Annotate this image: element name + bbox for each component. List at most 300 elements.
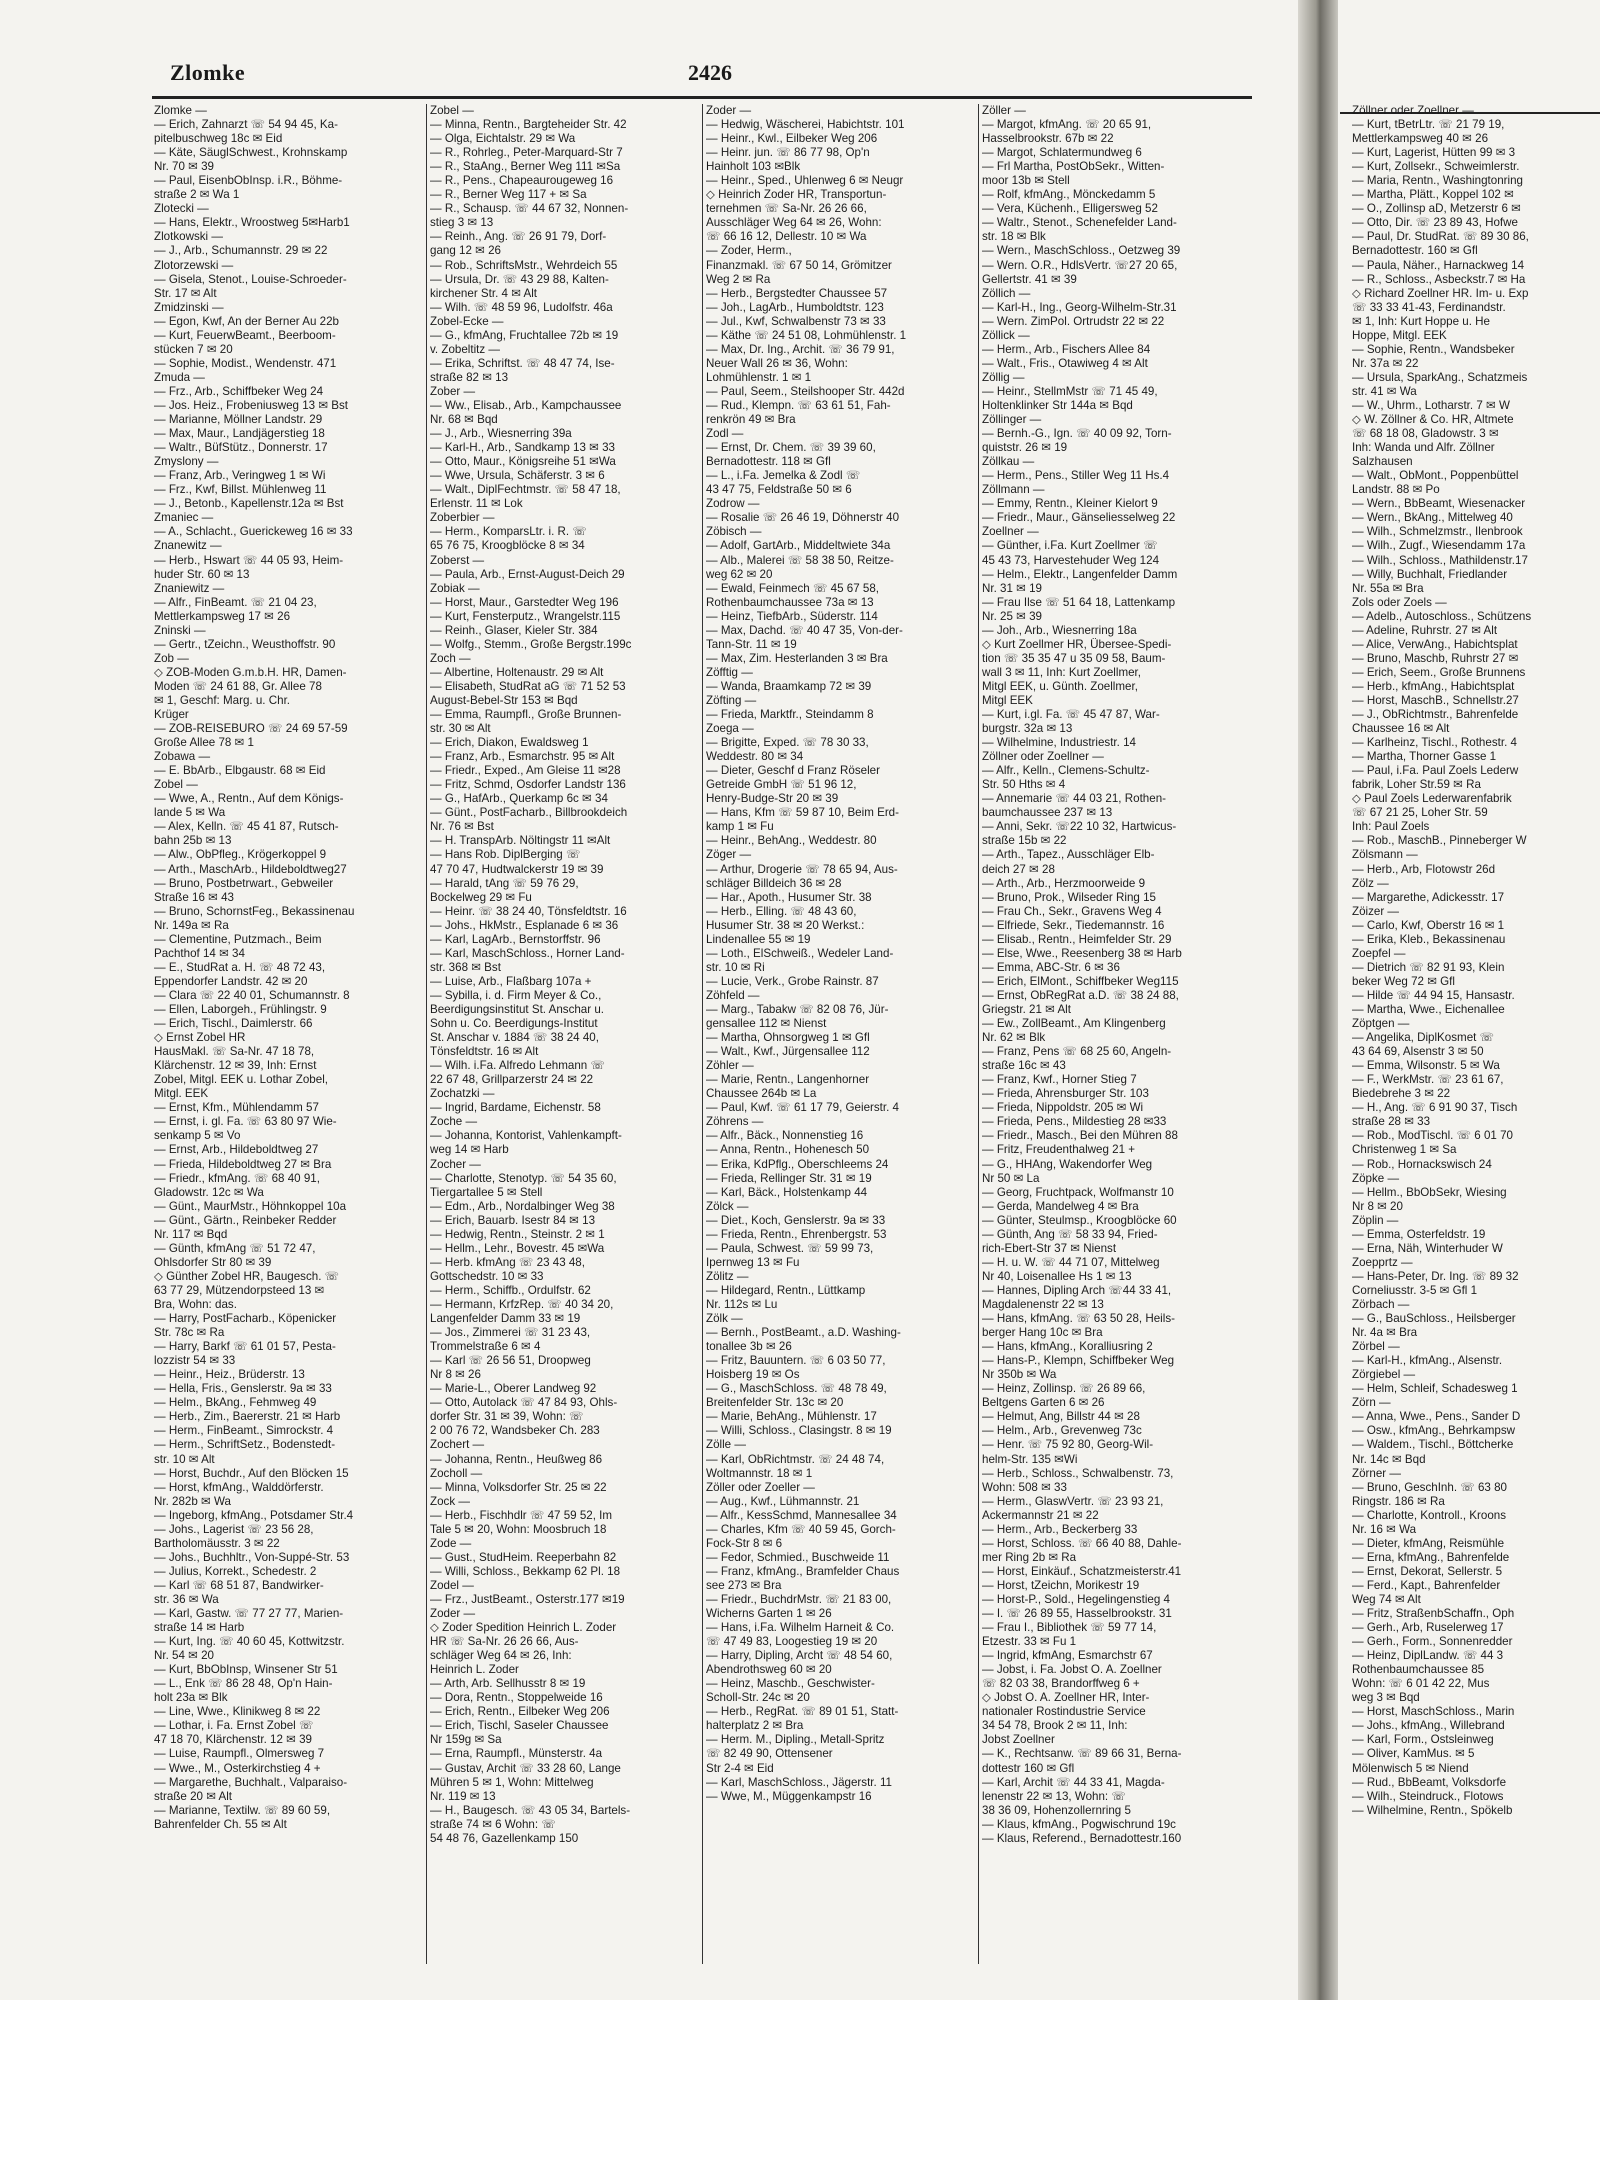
directory-line: str. 10 ✉ Ri [706, 960, 765, 974]
directory-line: — Paul, Seem., Steilshooper Str. 442d [706, 384, 905, 398]
directory-line: Zöllinger — [982, 413, 1042, 427]
directory-line: Zörgiebel — [1352, 1368, 1416, 1382]
directory-line: ☏ 33 33 41-43, Ferdinandstr. [1352, 300, 1506, 314]
directory-line: Abendrothsweg 60 ✉ 20 [706, 1663, 832, 1677]
directory-line: lenenstr 22 ✉ 13, Wohn: ☏ [982, 1789, 1126, 1803]
directory-line: — Karlheinz, Tischl., Rothestr. 4 [1352, 736, 1517, 750]
directory-line: — Adelb., Autoschloss., Schützens [1352, 609, 1532, 623]
directory-line: — Luise, Arb., Flaßbarg 107a + [430, 974, 592, 988]
directory-line: — Anna, Rentn., Hohenesch 50 [706, 1143, 870, 1157]
directory-line: — Erich, Bauarb. Isestr 84 ✉ 13 [430, 1213, 596, 1227]
directory-line: — Frieda, Rentn., Ehrenbergstr. 53 [706, 1227, 887, 1241]
directory-line: Weg 74 ✉ Alt [1352, 1592, 1421, 1606]
directory-line: — Helm, Schleif, Schadesweg 1 [1352, 1382, 1518, 1396]
directory-line: — Herm. M., Dipling., Metall-Spritz [706, 1733, 885, 1747]
directory-line: Nr 50 ✉ La [982, 1171, 1040, 1185]
directory-line: ◇ W. Zöllner & Co. HR, Altmete [1352, 413, 1514, 427]
directory-line: — Wwe, M., Müggenkampstr 16 [706, 1789, 872, 1803]
directory-line: — Karl ☏ 68 51 87, Bandwirker- [154, 1578, 324, 1592]
directory-line: Nr. 112s ✉ Lu [706, 1297, 778, 1311]
directory-line: Holtenklinker Str 144a ✉ Bqd [982, 398, 1133, 412]
directory-line: Nr 8 ✉ 26 [430, 1368, 481, 1382]
directory-line: — Alfr., KessSchmd, Mannesallee 34 [706, 1508, 897, 1522]
directory-line: — Carlo, Kwf, Oberstr 16 ✉ 1 [1352, 918, 1505, 932]
directory-line: 47 70 47, Hudtwalckerstr 19 ✉ 39 [430, 862, 604, 876]
directory-line: — Wwe, A., Rentn., Auf dem Königs- [154, 792, 344, 806]
directory-line: — Hilde ☏ 44 94 15, Hansastr. [1352, 988, 1515, 1002]
directory-line: Str. 17 ✉ Alt [154, 286, 217, 300]
directory-line: — Erika, KdPflg., Oberschleems 24 [706, 1157, 889, 1171]
directory-line: — R., Schausp. ☏ 44 67 32, Nonnen- [430, 202, 629, 216]
directory-line: ☏ 68 18 08, Gladowstr. 3 ✉ [1352, 427, 1499, 441]
directory-line: — Willi, Schloss., Clasingstr. 8 ✉ 19 [706, 1424, 892, 1438]
directory-line: Zölsmann — [1352, 848, 1418, 862]
directory-line: Weg 2 ✉ Ra [706, 272, 771, 286]
directory-line: — Kurt, Ing. ☏ 40 60 45, Kottwitzstr. [154, 1635, 345, 1649]
directory-line: str. 30 ✉ Alt [430, 722, 491, 736]
directory-line: — Karl, Gastw. ☏ 77 27 77, Marien- [154, 1607, 344, 1621]
directory-line: — Johs., kfmAng., Willebrand [1352, 1719, 1505, 1733]
directory-line: — Frieda, Ahrensburger Str. 103 [982, 1087, 1149, 1101]
directory-line: — Kurt, Fensterputz., Wrangelstr.115 [430, 609, 621, 623]
directory-line: beker Weg 72 ✉ Gfl [1352, 974, 1455, 988]
directory-line: 43 64 69, Alsenstr 3 ✉ 50 [1352, 1045, 1484, 1059]
directory-line: — Erich, Zahnarzt ☏ 54 94 45, Ka- [154, 118, 338, 132]
directory-line: — Frau Ilse ☏ 51 64 18, Lattenkamp [982, 595, 1176, 609]
directory-line: ◇ Richard Zoellner HR. Im- u. Exp [1352, 286, 1529, 300]
directory-line: — Wwe., M., Osterkirchstieg 4 + [154, 1761, 321, 1775]
directory-line: — Marie-L., Oberer Landweg 92 [430, 1382, 597, 1396]
directory-line: — Clementine, Putzmach., Beim [154, 932, 322, 946]
directory-line: — Emma, Raumpfl., Große Brunnen- [430, 708, 622, 722]
directory-line: — Jos. Heiz., Frobeniusweg 13 ✉ Bst [154, 398, 349, 412]
directory-line: Zölle — [706, 1438, 746, 1452]
directory-line: — Hermann, KrfzRep. ☏ 40 34 20, [430, 1297, 614, 1311]
directory-line: Zöllner oder Zoellner — [982, 750, 1104, 764]
directory-line: Tönsfeldtstr. 16 ✉ Alt [430, 1045, 539, 1059]
directory-line: schläger Weg 64 ✉ 26, Inh: [430, 1649, 572, 1663]
directory-line: straße 74 ✉ 6 Wohn: ☏ [430, 1817, 556, 1831]
directory-line: — Herm., SchriftSetz., Bodenstedt- [154, 1438, 336, 1452]
directory-line: — G., HafArb., Querkamp 6c ✉ 34 [430, 792, 608, 806]
directory-line: — Otto, Autolack ☏ 47 84 93, Ohls- [430, 1396, 618, 1410]
directory-line: Nr. 70 ✉ 39 [154, 160, 214, 174]
directory-line: Tiergartallee 5 ✉ Stell [430, 1185, 543, 1199]
directory-line: — Adolf, GartArb., Middeltwiete 34a [706, 539, 891, 553]
directory-line: — Charlotte, Stenotyp. ☏ 54 35 60, [430, 1171, 617, 1185]
directory-line: — Käthe ☏ 24 51 08, Lohmühlenstr. 1 [706, 328, 907, 342]
directory-line: — R., Berner Weg 117 + ✉ Sa [430, 188, 587, 202]
directory-line: — Ursula, SparkAng., Schatzmeis [1352, 370, 1528, 384]
directory-line: — Elisab., Rentn., Heimfelder Str. 29 [982, 932, 1172, 946]
directory-line: — Günth, kfmAng ☏ 51 72 47, [154, 1241, 316, 1255]
directory-line: — H. u. W. ☏ 44 71 07, Mittelweg [982, 1255, 1160, 1269]
directory-line: — Max, Maur., Landjägerstieg 18 [154, 427, 325, 441]
directory-line: — Friedr., kfmAng. ☏ 68 40 91, [154, 1171, 320, 1185]
directory-line: — R., StaAng., Berner Weg 111 ✉Sa [430, 160, 621, 174]
directory-line: ◇ Kurt Zoellmer HR, Übersee-Spedi- [982, 637, 1172, 651]
directory-line: — Paul, i.Fa. Paul Zoels Lederw [1352, 764, 1519, 778]
directory-line: — Alice, VerwAng., Habichtsplat [1352, 637, 1518, 651]
directory-line: weg 62 ✉ 20 [706, 567, 773, 581]
directory-column-4 [982, 104, 1252, 1846]
directory-line: ◇ Paul Zoels Lederwarenfabrik [1352, 792, 1512, 806]
directory-line: Hasselbrookstr. 67b ✉ 22 [982, 132, 1114, 146]
directory-line: — Fritz, StraßenbSchaffn., Oph [1352, 1607, 1515, 1621]
directory-line: — Kurt, FeuerwBeamt., Beerboom- [154, 328, 336, 342]
directory-line: ✉ 1, Geschf: Marg. u. Chr. [154, 693, 291, 707]
directory-line: ☏ 82 49 90, Ottensener [706, 1747, 833, 1761]
directory-line: Nr. 16 ✉ Wa [1352, 1522, 1417, 1536]
directory-line: — Hans, Kfm ☏ 59 87 10, Beim Erd- [706, 806, 899, 820]
directory-line: — K., Rechtsanw. ☏ 89 66 31, Berna- [982, 1747, 1182, 1761]
directory-line: — Emmy, Rentn., Kleiner Kielort 9 [982, 497, 1158, 511]
directory-line: — Herb., RegRat. ☏ 89 01 51, Statt- [706, 1705, 899, 1719]
directory-line: Beltgens Garten 6 ✉ 26 [982, 1396, 1105, 1410]
directory-line: — Frau Ch., Sekr., Gravens Weg 4 [982, 904, 1162, 918]
directory-line: St. Anschar v. 1884 ☏ 38 24 40, [430, 1031, 599, 1045]
directory-line: Zoder — [430, 1607, 476, 1621]
directory-line: Nr. 4a ✉ Bra [1352, 1326, 1418, 1340]
directory-line: — Horst-P., Sold., Hegelingenstieg 4 [982, 1592, 1170, 1606]
directory-line: 54 48 76, Gazellenkamp 150 [430, 1831, 579, 1845]
page-margin [0, 2000, 1600, 2177]
directory-line: — F., WerkMstr. ☏ 23 61 67, [1352, 1073, 1504, 1087]
directory-line: — Karl, Form., Ostsleinweg [1352, 1733, 1494, 1747]
directory-line: — Reinh., Ang. ☏ 26 91 79, Dorf- [430, 230, 607, 244]
directory-line: Zöbisch — [706, 525, 762, 539]
directory-line: — Maria, Rentn., Washingtonring [1352, 174, 1523, 188]
directory-line: — Bernh.-G., Ign. ☏ 40 09 92, Torn- [982, 427, 1172, 441]
directory-line: — Willi, Schloss., Bekkamp 62 Pl. 18 [430, 1564, 621, 1578]
directory-line: — Marianne, Möllner Landstr. 29 [154, 413, 323, 427]
directory-line: — Paul, Kwf. ☏ 61 17 79, Geierstr. 4 [706, 1101, 900, 1115]
directory-line: — J., Arb., Schumannstr. 29 ✉ 22 [154, 244, 328, 258]
directory-line: — Johanna, Kontorist, Vahlenkampft- [430, 1129, 622, 1143]
directory-line: — Heinr., Heiz., Brüderstr. 13 [154, 1368, 305, 1382]
directory-line: — Bruno, SchornstFeg., Bekassinenau [154, 904, 355, 918]
directory-line: — Frz., Kwf, Billst. Mühlenweg 11 [154, 483, 327, 497]
directory-line: fabrik, Loher Str.59 ✉ Ra [1352, 778, 1481, 792]
directory-line: — L., i.Fa. Jemelka & Zodl ☏ [706, 469, 861, 483]
directory-line: — Walt., DiplFechtmstr. ☏ 58 47 18, [430, 483, 621, 497]
directory-line: Str 2-4 ✉ Eid [706, 1761, 774, 1775]
directory-line: — Line, Wwe., Klinikweg 8 ✉ 22 [154, 1705, 321, 1719]
directory-line: kirchener Str. 4 ✉ Alt [430, 286, 538, 300]
directory-line: Zörner — [1352, 1466, 1401, 1480]
directory-line: — Horst, Schloss. ☏ 66 40 88, Dahle- [982, 1536, 1182, 1550]
directory-line: — Emma, ABC-Str. 6 ✉ 36 [982, 960, 1120, 974]
directory-line: — Joh., Arb., Wiesnerring 18a [982, 623, 1137, 637]
directory-line: — Margarethe, Buchhalt., Valparaiso- [154, 1775, 348, 1789]
directory-line: — Alb., Malerei ☏ 58 38 50, Reitze- [706, 553, 894, 567]
directory-line: — Gust., StudHeim. Reeperbahn 82 [430, 1550, 617, 1564]
directory-line: — Frau I., Bibliothek ☏ 59 77 14, [982, 1621, 1157, 1635]
directory-line: — Wilh. i.Fa. Alfredo Lehmann ☏ [430, 1059, 605, 1073]
directory-line: Rothenbaumchaussee 73a ✉ 13 [706, 595, 874, 609]
directory-line: — Hildegard, Rentn., Lüttkamp [706, 1283, 866, 1297]
directory-line: — Diet., Koch, Genslerstr. 9a ✉ 33 [706, 1213, 886, 1227]
directory-line: Zoder — [706, 104, 752, 117]
directory-line: str. 36 ✉ Wa [154, 1592, 219, 1606]
directory-line: — Gerh., Form., Sonnenredder [1352, 1635, 1513, 1649]
directory-line: Mettlerkampsweg 17 ✉ 26 [154, 609, 291, 623]
directory-line: Ackermannstr 21 ✉ 22 [982, 1508, 1099, 1522]
directory-line: Tann-Str. 11 ✉ 19 [706, 637, 797, 651]
directory-line: — Bruno, Postbetrwart., Gebweiler [154, 876, 334, 890]
directory-line: — Olga, Eichtalstr. 29 ✉ Wa [430, 132, 576, 146]
directory-line: Zoepfel — [1352, 946, 1406, 960]
directory-line: — Kurt, Lagerist, Hütten 99 ✉ 3 [1352, 146, 1516, 160]
directory-line: Inh: Paul Zoels [1352, 820, 1430, 834]
directory-line: ☏ 67 21 25, Loher Str. 59 [1352, 806, 1488, 820]
directory-line: — Erich, ElMont., Schiffbeker Weg115 [982, 974, 1179, 988]
directory-line: str. 10 ✉ Alt [154, 1452, 215, 1466]
directory-line: — Wolfg., Stemm., Große Bergstr.199c [430, 637, 632, 651]
directory-line: — Erika, Schriftst. ☏ 48 47 74, Ise- [430, 356, 615, 370]
directory-line: — Arth., MaschArb., Hildeboldtweg27 [154, 862, 347, 876]
directory-line: — A., Schlacht., Guerickeweg 16 ✉ 33 [154, 525, 353, 539]
directory-line: — Paula, Näher., Harnackweg 14 [1352, 258, 1525, 272]
directory-line: — Hans-P., Klempn, Schiffbeker Weg [982, 1354, 1175, 1368]
directory-line: — G., MaschSchloss. ☏ 48 78 49, [706, 1382, 887, 1396]
directory-line: — Rosalie ☏ 26 46 19, Döhnerstr 40 [706, 511, 900, 525]
directory-line: — Fritz, Schmd, Osdorfer Landstr 136 [430, 778, 626, 792]
directory-line: 47 18 70, Klärchenstr. 12 ✉ 39 [154, 1733, 312, 1747]
directory-line: stieg 3 ✉ 13 [430, 216, 494, 230]
directory-line: August-Bebel-Str 153 ✉ Bqd [430, 693, 578, 707]
directory-line: ternehmen ☏ Sa-Nr. 26 26 66, [706, 202, 867, 216]
directory-line: — Waltr., Stenot., Schenefelder Land- [982, 216, 1177, 230]
directory-line: — Else, Wwe., Reesenberg 38 ✉ Harb [982, 946, 1182, 960]
directory-line: — Heinr., BehAng., Weddestr. 80 [706, 834, 877, 848]
directory-line: Sohn u. Co. Beerdigungs-Institut [430, 1017, 598, 1031]
directory-line: — Frl Martha, PostObSekr., Witten- [982, 160, 1165, 174]
directory-line: — Herb., Fischhdlr ☏ 47 59 52, Im [430, 1508, 613, 1522]
directory-line: Erlenstr. 11 ✉ Lok [430, 497, 523, 511]
directory-line: — Günth, Ang ☏ 58 33 94, Fried- [982, 1227, 1158, 1241]
directory-line: moor 13b ✉ Stell [982, 174, 1070, 188]
directory-line: — Ernst, i. gl. Fa. ☏ 63 80 97 Wie- [154, 1115, 337, 1129]
directory-line: — Julius, Korrekt., Schedestr. 2 [154, 1564, 317, 1578]
directory-line: — Dieter, kfmAng, Reismühle [1352, 1536, 1505, 1550]
directory-line: Znanewitz — [154, 539, 222, 553]
directory-line: — Hans-Peter, Dr. Ing. ☏ 89 32 [1352, 1269, 1519, 1283]
directory-line: — Franz, Arb., Esmarchstr. 95 ✉ Alt [430, 750, 615, 764]
directory-line: Zöllkau — [982, 455, 1035, 469]
directory-line: — Kurt, i.gl. Fa. ☏ 45 47 87, War- [982, 708, 1160, 722]
directory-line: — Arthur, Drogerie ☏ 78 65 94, Aus- [706, 862, 898, 876]
directory-line: — Dietrich ☏ 82 91 93, Klein [1352, 960, 1505, 974]
directory-line: Zlomke — [154, 104, 207, 117]
directory-line: Tale 5 ✉ 20, Wohn: Moosbruch 18 [430, 1522, 607, 1536]
directory-line: — Hans, kfmAng., Koralliusring 2 [982, 1340, 1153, 1354]
directory-line: nationaler Rostindustrie Service [982, 1705, 1146, 1719]
directory-line: Krüger [154, 708, 189, 722]
directory-line: — Ernst, Dr. Chem. ☏ 39 39 60, [706, 441, 876, 455]
directory-line: Zoche — [430, 1115, 478, 1129]
directory-line: — Walt., Fris., Otawiweg 4 ✉ Alt [982, 356, 1148, 370]
directory-line: Bartholomäusstr. 3 ✉ 22 [154, 1536, 280, 1550]
directory-line: — Marie, Rentn., Langenhorner [706, 1073, 870, 1087]
directory-line: — Frieda, Pens., Mildestieg 28 ✉33 [982, 1115, 1167, 1129]
directory-line: Husumer Str. 38 ✉ 20 Werkst.: [706, 918, 865, 932]
directory-line: — Herb., Zim., Baererstr. 21 ✉ Harb [154, 1410, 341, 1424]
directory-line: Bockelweg 29 ✉ Fu [430, 890, 532, 904]
directory-line: — Wilhelmine, Industriestr. 14 [982, 736, 1136, 750]
directory-line: — Karl-H., Ing., Georg-Wilhelm-Str.31 [982, 300, 1177, 314]
directory-line: Mitgl EEK, u. Günth. Zoellmer, [982, 679, 1138, 693]
directory-line: — Walt., ObMont., Poppenbüttel [1352, 469, 1519, 483]
directory-line: — Ingrid, Bardame, Eichenstr. 58 [430, 1101, 601, 1115]
directory-line: — Reinh., Glaser, Kieler Str. 384 [430, 623, 598, 637]
directory-line: Zöhler — [706, 1059, 754, 1073]
directory-line: — Horst, Maur., Garstedter Weg 196 [430, 595, 619, 609]
directory-line: mer Ring 2b ✉ Ra [982, 1550, 1077, 1564]
directory-line: — Hella, Fris., Genslerstr. 9a ✉ 33 [154, 1382, 332, 1396]
directory-line: Zöger — [706, 848, 752, 862]
directory-line: — Herm., Arb., Beckerberg 33 [982, 1522, 1138, 1536]
directory-line: — Georg, Fruchtpack, Wolfmanstr 10 [982, 1185, 1174, 1199]
directory-line: — Heinz, TiefbArb., Süderstr. 114 [706, 609, 878, 623]
directory-line: — Brigitte, Exped. ☏ 78 30 33, [706, 736, 869, 750]
directory-line: — Heinr., Kwl., Eilbeker Weg 206 [706, 132, 878, 146]
directory-line: — Karl, LagArb., Bernstorffstr. 96 [430, 932, 601, 946]
directory-line: Wicherns Garten 1 ✉ 26 [706, 1607, 832, 1621]
directory-line: halterplatz 2 ✉ Bra [706, 1719, 804, 1733]
directory-line: ◇ ZOB-Moden G.m.b.H. HR, Damen- [154, 665, 347, 679]
directory-line: — Ingeborg, kfmAng., Potsdamer Str.4 [154, 1508, 354, 1522]
directory-line: Nr. 14c ✉ Bqd [1352, 1452, 1426, 1466]
directory-line: Nr. 119 ✉ 13 [430, 1789, 496, 1803]
directory-line: Nr. 54 ✉ 20 [154, 1649, 214, 1663]
page-number: 2426 [688, 60, 732, 85]
directory-line: Znaniewitz — [154, 581, 225, 595]
directory-line: 22 67 48, Grillparzerstr 24 ✉ 22 [430, 1073, 594, 1087]
directory-line: — Paula, Arb., Ernst-August-Deich 29 [430, 567, 625, 581]
directory-line: — Luise, Raumpfl., Olmersweg 7 [154, 1747, 325, 1761]
directory-line: — Paul, Dr. StudRat. ☏ 89 30 86, [1352, 230, 1529, 244]
directory-line: — Sophie, Modist., Wendenstr. 471 [154, 356, 337, 370]
directory-line: Nr. 62 ✉ Blk [982, 1031, 1046, 1045]
directory-line: — Günther, i.Fa. Kurt Zoellmer ☏ [982, 539, 1158, 553]
directory-line: — Herb., Elling. ☏ 48 43 60, [706, 904, 857, 918]
directory-line: — Erich, Tischl., Daimlerstr. 66 [154, 1017, 313, 1031]
directory-line: berger Hang 10c ✉ Bra [982, 1326, 1103, 1340]
directory-line: — Margot, Schlatermundweg 6 [982, 146, 1142, 160]
directory-line: — Marianne, Textilw. ☏ 89 60 59, [154, 1803, 331, 1817]
directory-line: Etzestr. 33 ✉ Fu 1 [982, 1635, 1077, 1649]
directory-line: — Oliver, KamMus. ✉ 5 [1352, 1747, 1475, 1761]
directory-line: — Herm., Arb., Fischers Allee 84 [982, 342, 1151, 356]
directory-line: — Hellm., Lehr., Bovestr. 45 ✉Wa [430, 1241, 605, 1255]
directory-line: ◇ Heinrich Zoder HR, Transportun- [706, 188, 887, 202]
directory-line: — R., Pens., Chapeaurougeweg 16 [430, 174, 614, 188]
directory-line: Zoellner — [982, 525, 1039, 539]
directory-line: — Jul., Kwf, Schwalbenstr 73 ✉ 33 [706, 314, 886, 328]
directory-line: — Rolf, kfmAng., Mönckedamm 5 [982, 188, 1156, 202]
directory-line: Zmidzinski — [154, 300, 224, 314]
directory-line: — Franz, Pens ☏ 68 25 60, Angeln- [982, 1045, 1172, 1059]
directory-line: — Wilh., Schmelzmstr., Ilenbrook [1352, 525, 1523, 539]
directory-line: straße 20 ✉ Alt [154, 1789, 233, 1803]
directory-line: Scholl-Str. 24c ✉ 20 [706, 1691, 810, 1705]
directory-line: str. 18 ✉ Blk [982, 230, 1046, 244]
directory-line: — Minna, Rentn., Bargteheider Str. 42 [430, 118, 627, 132]
directory-line: — Ew., ZollBeamt., Am Klingenberg [982, 1017, 1166, 1031]
directory-line: — L., Enk ☏ 86 28 48, Op'n Hain- [154, 1677, 333, 1691]
directory-line: — Bruno, GeschInh. ☏ 63 80 [1352, 1480, 1507, 1494]
directory-line: Hainholt 103 ✉Blk [706, 160, 801, 174]
directory-line: Zlotkowski — [154, 230, 223, 244]
directory-line: — Arth., Tapez., Ausschläger Elb- [982, 848, 1155, 862]
directory-line: — Annemarie ☏ 44 03 21, Rothen- [982, 792, 1166, 806]
directory-line: — Franz, Kwf., Horner Stieg 7 [982, 1073, 1137, 1087]
directory-line: Bernadottestr. 160 ✉ Gfl [1352, 244, 1478, 258]
directory-line: — Ernst, Kfm., Mühlendamm 57 [154, 1101, 319, 1115]
directory-line: Nr 350b ✉ Wa [982, 1368, 1057, 1382]
directory-line: Zöller oder Zoeller — [706, 1480, 815, 1494]
directory-line: — Max, Zim. Hesterlanden 3 ✉ Bra [706, 651, 888, 665]
directory-line: Zöizer — [1352, 904, 1400, 918]
directory-column-3 [706, 104, 976, 1804]
directory-line: — Rob., Hornackswisch 24 [1352, 1157, 1492, 1171]
directory-line: Zmaniec — [154, 511, 214, 525]
directory-line: Corneliusstr. 3-5 ✉ Gfl 1 [1352, 1283, 1478, 1297]
directory-line: Zob — [154, 651, 189, 665]
directory-line: — Gerh., Arb, Ruselerweg 17 [1352, 1621, 1504, 1635]
directory-line: Langenfelder Damm 33 ✉ 19 [430, 1312, 581, 1326]
directory-line: — Hans, Elektr., Wroostweg 5✉Harb1 [154, 216, 350, 230]
directory-line: — Willy, Buchhalt, Friedlander [1352, 567, 1508, 581]
directory-line: — Minna, Volksdorfer Str. 25 ✉ 22 [430, 1480, 607, 1494]
directory-line: renkrön 49 ✉ Bra [706, 413, 796, 427]
directory-line: — Helmut, Ang, Billstr 44 ✉ 28 [982, 1410, 1140, 1424]
directory-line: — Erna, kfmAng., Bahrenfelde [1352, 1550, 1510, 1564]
directory-line: straße 15b ✉ 22 [982, 834, 1067, 848]
directory-line: — Lucie, Verk., Grobe Rainstr. 87 [706, 974, 879, 988]
directory-line: HausMakl. ☏ Sa-Nr. 47 18 78, [154, 1045, 315, 1059]
directory-line: Zlotorzewski — [154, 258, 234, 272]
directory-line: Zock — [430, 1494, 470, 1508]
directory-line: Lohmühlenstr. 1 ✉ 1 [706, 370, 812, 384]
directory-line: — Bernh., PostBeamt., a.D. Washing- [706, 1326, 901, 1340]
directory-line: — Frieda, Hildeboldtweg 27 ✉ Bra [154, 1157, 332, 1171]
directory-line: lande 5 ✉ Wa [154, 806, 226, 820]
directory-line: Zöfting — [706, 693, 757, 707]
directory-line: huder Str. 60 ✉ 13 [154, 567, 250, 581]
directory-line: — Jobst, i. Fa. Jobst O. A. Zoellner [982, 1663, 1162, 1677]
directory-line: — Hedwig, Rentn., Steinstr. 2 ✉ 1 [430, 1227, 605, 1241]
directory-line: — Ww., Elisab., Arb., Kampchaussee [430, 398, 622, 412]
directory-line: — Gerda, Mandelweg 4 ✉ Bra [982, 1199, 1139, 1213]
directory-line: ☏ 82 03 38, Brandorffweg 6 + [982, 1677, 1140, 1691]
directory-line: — Max, Dachd. ☏ 40 47 35, Von-der- [706, 623, 903, 637]
directory-line: dottestr 160 ✉ Gfl [982, 1761, 1075, 1775]
directory-line: Zölz — [1352, 876, 1389, 890]
directory-line: Zodl — [706, 427, 744, 441]
directory-line: — Ernst, Arb., Hildeboldtweg 27 [154, 1143, 319, 1157]
directory-line: — Heinr., StellmMstr ☏ 71 45 49, [982, 384, 1158, 398]
directory-line: Bra, Wohn: das. [154, 1297, 237, 1311]
directory-line: — Alw., ObPfleg., Krögerkoppel 9 [154, 848, 327, 862]
directory-line: Zobel-Ecke — [430, 314, 504, 328]
directory-column-1 [154, 104, 424, 1832]
directory-line: Weddestr. 80 ✉ 34 [706, 750, 804, 764]
directory-line: — Ewald, Feinmech ☏ 45 67 58, [706, 581, 880, 595]
directory-line: — R., Rohrleg., Peter-Marquard-Str 7 [430, 146, 623, 160]
directory-line: — Herm., Schiffb., Ordulfstr. 62 [430, 1283, 591, 1297]
